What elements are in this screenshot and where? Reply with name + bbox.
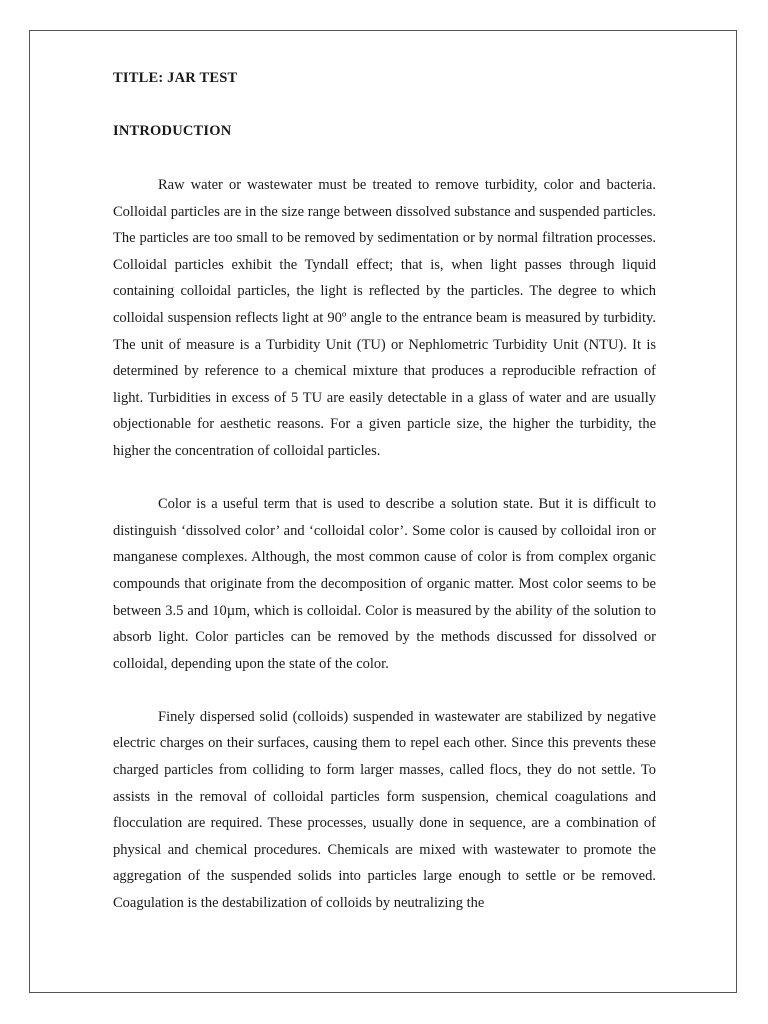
section-heading-introduction: INTRODUCTION xyxy=(113,123,232,139)
paragraph-color: Color is a useful term that is used to describe a solution state. But it is difficult to distinguish ‘dissolved color’ and ‘colloidal color’. Some color is caused by colloidal iron or manganese complexes. Although, the most common cause of color is from complex organic compounds that originate from the decomposition of organic matter. Most color seems to be between 3.5 and 10µm, which is colloidal. Color is measured by the ability of the solution to absorb light. Color particles can be removed by the methods discussed for dissolved or colloidal, depending upon the state of the color. xyxy=(113,496,656,672)
document-title: TITLE: JAR TEST xyxy=(113,70,238,86)
paragraph-colloids: Finely dispersed solid (colloids) suspended in wastewater are stabilized by negative electric charges on their surfaces, causing them to repel each other. Since this prevents these charged particles from colliding to form larger masses, called flocs, they do not settle. To assists in the removal of colloidal particles form suspension, chemical coagulations and flocculation are required. These processes, usually done in sequence, are a combination of physical and chemical procedures. Chemicals are mixed with wastewater to promote the aggregation of the suspended solids into particles large enough to settle or be removed. Coagulation is the destabilization of colloids by neutralizing the xyxy=(113,708,656,912)
paragraph-turbidity: Raw water or wastewater must be treated to remove turbidity, color and bacteria. Colloidal particles are in the size range between dissolved substance and suspended particles. The particles are too small to be removed by sedimentation or by normal filtration processes. Colloidal particles exhibit the Tyndall effect; that is, when light passes through liquid containing colloidal particles, the light is reflected by the particles. The degree to which colloidal suspension reflects light at 90º angle to the entrance beam is measured by turbidity. The unit of measure is a Turbidity Unit (TU) or Nephlometric Turbidity Unit (NTU). It is determined by reference to a chemical mixture that produces a reproducible refraction of light. Turbidities in excess of 5 TU are easily detectable in a glass of water and are usually objectionable for aesthetic reasons. For a given particle size, the higher the turbidity, the higher the concentration of colloidal particles. xyxy=(113,177,656,459)
document-body xyxy=(113,66,656,943)
